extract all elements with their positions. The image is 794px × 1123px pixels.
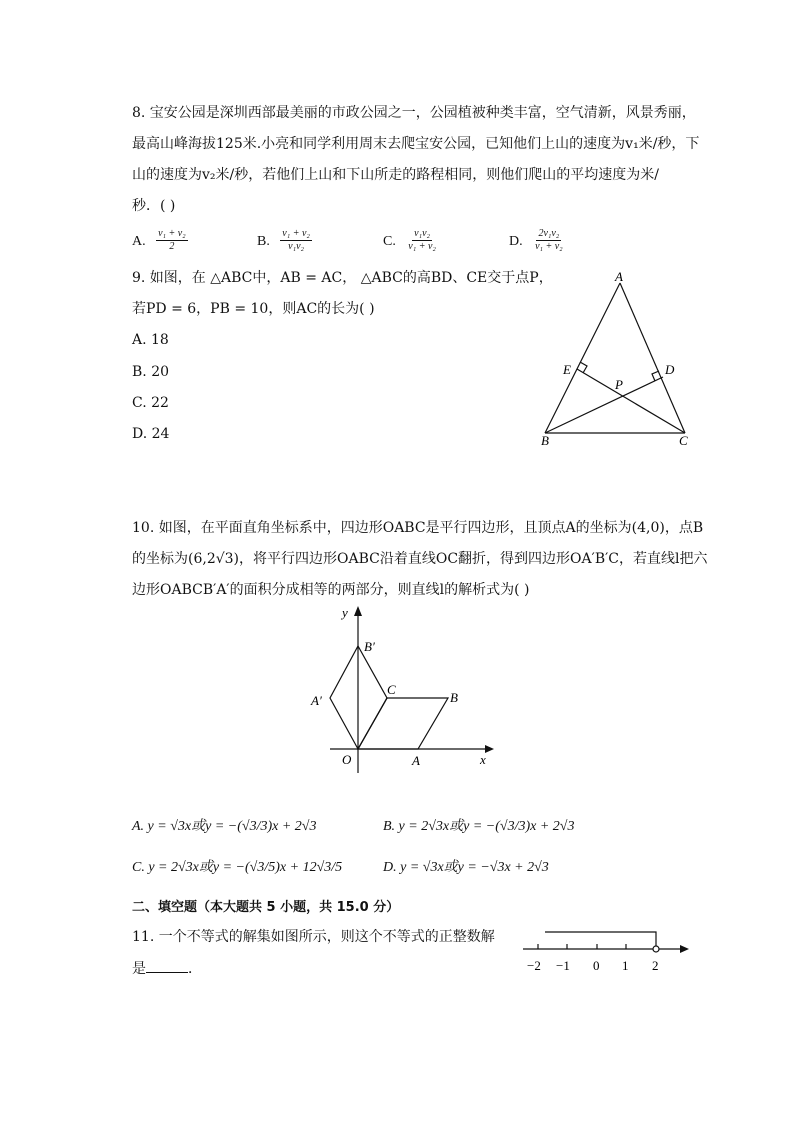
label-d: D xyxy=(665,362,675,377)
q9-option-d: D. 24 xyxy=(132,426,170,442)
q9-line1: 9. 如图，在 △ABC中，AB = AC， △ABC的高BD、CE交于点P， xyxy=(132,270,553,286)
fraction: $\frac{\text{v₁ + v₂}}{\text{v₁v₂}}$ xyxy=(282,228,310,252)
tick-label-0: 0 xyxy=(593,958,600,973)
label-b: B xyxy=(541,433,549,448)
option-label: D. xyxy=(509,233,523,249)
q10-line3: 边形OABCB′A′的面积分成相等的两部分，则直线l的解析式为( ) xyxy=(132,582,530,598)
q10-option-b: B. y = 2√3x或y = −(√3/3)x + 2√3 xyxy=(383,819,575,834)
q11-number-line-figure xyxy=(515,922,695,978)
q10-line2: 的坐标为(6,2√3)，将平行四边形OABC沿着直线OC翻折，得到四边形OA′B′C，若直线l把六 xyxy=(132,551,708,567)
label-b: B xyxy=(450,690,458,705)
q9-line2: 若PD = 6，PB = 10，则AC的长为( ) xyxy=(132,301,375,317)
label-c: C xyxy=(679,433,688,448)
open-circle-at-2 xyxy=(653,946,659,952)
label-y: y xyxy=(342,605,348,620)
altitude-ce xyxy=(577,369,685,433)
label-a-prime: A′ xyxy=(311,693,322,708)
q8-line3: 山的速度为v₂米/秒，若他们上山和下山所走的路程相同，则他们爬山的平均速度为米/ xyxy=(132,167,659,183)
q9-option-c: C. 22 xyxy=(132,395,169,411)
tick-label-1: 1 xyxy=(622,958,629,973)
option-label: A. xyxy=(132,233,146,249)
label-a: A xyxy=(412,753,420,768)
side-ac xyxy=(620,283,685,433)
q10-option-c: C. y = 2√3x或y = −(√3/5)x + 12√3/5 xyxy=(132,860,343,875)
option-label: B. xyxy=(257,233,270,249)
label-p: P xyxy=(615,377,623,392)
fraction: $\frac{\text{v₁ + v₂}}{2}$ xyxy=(158,228,186,252)
q8-option-b xyxy=(257,228,312,253)
label-e: E xyxy=(563,362,571,377)
q8-option-c xyxy=(383,228,438,253)
q8-option-d xyxy=(509,228,565,253)
y-axis-arrow xyxy=(354,606,362,616)
side-ab xyxy=(545,283,620,433)
q9-triangle-figure xyxy=(530,268,700,450)
tick-label-neg2: −2 xyxy=(527,958,541,973)
fraction: $\frac{\text{v₁v₂}}{\text{v₁ + v₂}}$ xyxy=(408,228,436,252)
section-fill-in-blank-header: 二、填空题（本大题共 5 小题，共 15.0 分） xyxy=(132,900,400,915)
q8-line4: 秒．( ) xyxy=(132,198,176,214)
fold-line-oc xyxy=(358,698,387,749)
number-line-arrow xyxy=(680,945,689,953)
q11-line2 xyxy=(132,958,202,979)
q10-line1: 10. 如图，在平面直角坐标系中，四边形OABC是平行四边形，且顶点A的坐标为(4,0)，点B xyxy=(132,520,704,536)
option-label: C. xyxy=(383,233,396,249)
x-axis-arrow xyxy=(485,745,494,753)
q10-coordinate-figure xyxy=(290,598,510,778)
label-b-prime: B′ xyxy=(364,639,375,654)
q8-line2: 最高山峰海拔125米.小亮和同学利用周末去爬宝安公园，已知他们上山的速度为v₁米/秒，下 xyxy=(132,136,700,152)
label-x: x xyxy=(480,752,486,767)
q11-suffix: ． xyxy=(188,961,202,977)
label-c: C xyxy=(387,682,396,697)
answer-blank[interactable] xyxy=(146,958,188,973)
solution-range-line xyxy=(545,932,656,946)
tick-label-2: 2 xyxy=(652,958,659,973)
q10-option-a: A. y = √3x或y = −(√3/3)x + 2√3 xyxy=(132,819,317,834)
q8-line1: 8. 宝安公园是深圳西部最美丽的市政公园之一，公园植被种类丰富，空气清新，风景秀丽， xyxy=(132,105,696,121)
fraction: $\frac{\text{2v₁v₂}}{\text{v₁ + v₂}}$ xyxy=(535,228,563,252)
label-o: O xyxy=(342,752,352,767)
q8-option-a xyxy=(132,228,188,253)
q10-option-d: D. y = √3x或y = −√3x + 2√3 xyxy=(383,860,549,875)
label-a: A xyxy=(615,269,623,284)
q11-line1: 11. 一个不等式的解集如图所示，则这个不等式的正整数解 xyxy=(132,929,495,945)
tick-label-neg1: −1 xyxy=(556,958,570,973)
q9-option-a: A. 18 xyxy=(132,332,169,348)
q11-prefix: 是 xyxy=(132,961,146,977)
parallelogram-oabc xyxy=(358,698,448,749)
q9-option-b: B. 20 xyxy=(132,364,170,380)
